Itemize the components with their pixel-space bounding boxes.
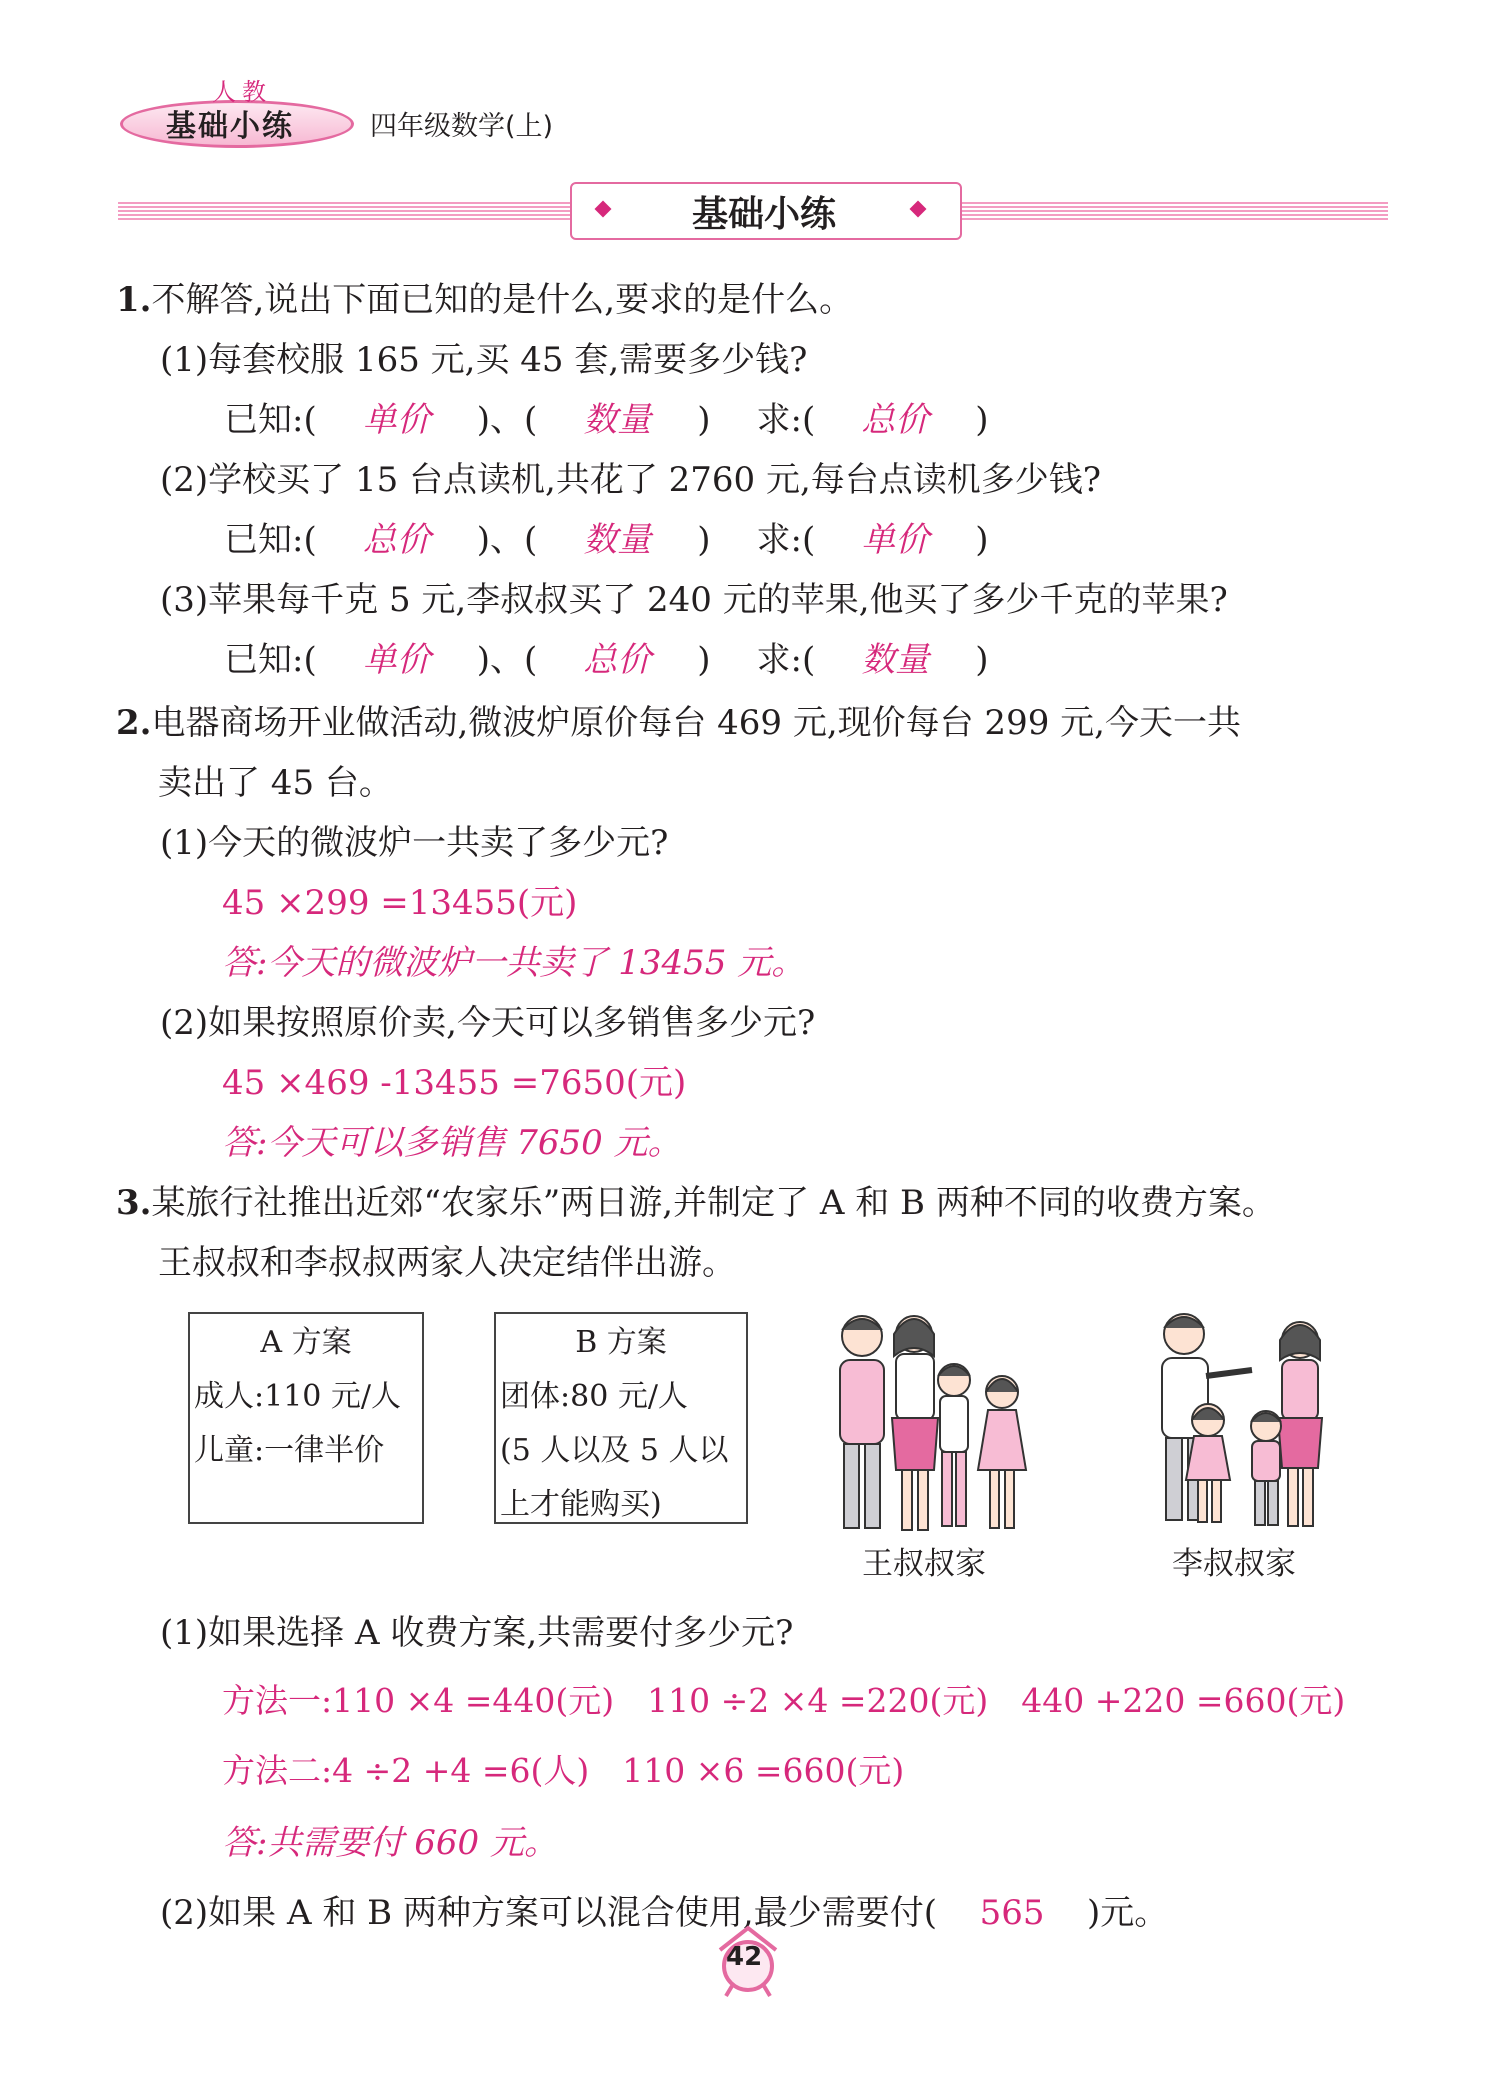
q2-text-line1: 电器商场开业做活动,微波炉原价每台 469 元,现价每台 299 元,今天一共 [151,703,1241,743]
q2-part1: (1)今天的微波炉一共卖了多少元? [160,823,669,863]
q3-number: 3. [116,1183,152,1223]
q3-part2-text-a: (2)如果 A 和 B 两种方案可以混合使用,最少需要付( [160,1893,938,1933]
q3-part2 [160,1885,1168,1934]
q3-part1-method2: 方法二:4 ÷2 +4 =6(人) 110 ×6 =660(元) [222,1751,905,1790]
q3-part2-text-b: )元。 [1087,1893,1169,1933]
plan-b-condition-1: (5 人以及 5 人以 [500,1433,729,1468]
series-name: 基础小练 [166,109,294,144]
grade-label: 四年级数学(上) [370,111,554,142]
q1-part1-known2: 数量 [583,400,652,440]
q1-part1-ask: 总价 [861,400,930,440]
close-paren: ) [975,520,989,560]
plan-a-child: 儿童:一律半价 [194,1433,385,1468]
q2-part2: (2)如果按照原价卖,今天可以多销售多少元? [160,1003,816,1043]
q1-part2-known1: 总价 [362,520,431,560]
close-paren: ) [697,520,711,560]
separator: )、( [476,400,538,440]
q1-part3-known-row [224,632,989,681]
li-family-illustration [1140,1300,1340,1540]
separator: )、( [476,640,538,680]
q1-text: 不解答,说出下面已知的是什么,要求的是什么。 [151,280,854,320]
q2-part2-answer: 答:今天可以多销售 7650 元。 [222,1123,682,1163]
q1-part2-known-row [224,512,989,561]
known-label: 已知:( [224,520,317,560]
q3-part2-answer: 565 [979,1893,1045,1933]
ask-label: 求:( [756,640,816,680]
q1-number: 1. [116,280,152,320]
q3-part1-answer: 答:共需要付 660 元。 [222,1823,558,1863]
q1-part2-ask: 单价 [861,520,930,560]
plan-a-adult: 成人:110 元/人 [194,1379,402,1414]
page-number: 42 [726,1942,763,1972]
q3-stem-line2: 王叔叔和李叔叔两家人决定结伴出游。 [158,1243,736,1283]
q1-part3-ask: 数量 [861,640,930,680]
q1-part1: (1)每套校服 165 元,买 45 套,需要多少钱? [160,340,808,380]
plan-b-box [494,1312,748,1524]
q3-part1-method1: 方法一:110 ×4 =440(元) 110 ÷2 ×4 =220(元) 440 +220 =660(元) [222,1681,1346,1720]
q3-part1: (1)如果选择 A 收费方案,共需要付多少元? [160,1613,794,1653]
plan-a-box [188,1312,424,1524]
q2-part2-calc: 45 ×469 -13455 =7650(元) [222,1063,687,1103]
plan-a-title: A 方案 [260,1325,352,1360]
q1-part3: (3)苹果每千克 5 元,李叔叔买了 240 元的苹果,他买了多少千克的苹果? [160,580,1228,620]
q1-part1-known1: 单价 [362,400,431,440]
q3-text-line1: 某旅行社推出近郊“农家乐”两日游,并制定了 A 和 B 两种不同的收费方案。 [151,1183,1276,1223]
q2-part1-calc: 45 ×299 =13455(元) [222,883,578,923]
q1-stem [116,272,853,321]
q1-part1-known-row [224,392,989,441]
series-publisher: 人教 [212,78,272,106]
q3-stem-line1 [116,1175,1276,1224]
wang-family-caption: 王叔叔家 [862,1546,986,1582]
known-label: 已知:( [224,640,317,680]
plan-b-condition-2: 上才能购买) [500,1487,662,1522]
close-paren: ) [697,400,711,440]
wang-family-illustration [820,1300,1040,1540]
q2-stem-line1 [116,695,1241,744]
q1-part2-known2: 数量 [583,520,652,560]
known-label: 已知:( [224,400,317,440]
ask-label: 求:( [756,520,816,560]
close-paren: ) [975,400,989,440]
q1-part3-known2: 总价 [583,640,652,680]
section-title: 基础小练 [691,194,836,235]
q2-stem-line2: 卖出了 45 台。 [158,763,393,803]
separator: )、( [476,520,538,560]
q1-part3-known1: 单价 [362,640,431,680]
close-paren: ) [697,640,711,680]
q2-part1-answer: 答:今天的微波炉一共卖了 13455 元。 [222,943,806,983]
q2-number: 2. [116,703,152,743]
li-family-caption: 李叔叔家 [1172,1546,1296,1582]
ask-label: 求:( [756,400,816,440]
close-paren: ) [975,640,989,680]
plan-b-title: B 方案 [575,1325,667,1360]
plan-b-group: 团体:80 元/人 [500,1379,688,1414]
q1-part2: (2)学校买了 15 台点读机,共花了 2760 元,每台点读机多少钱? [160,460,1102,500]
